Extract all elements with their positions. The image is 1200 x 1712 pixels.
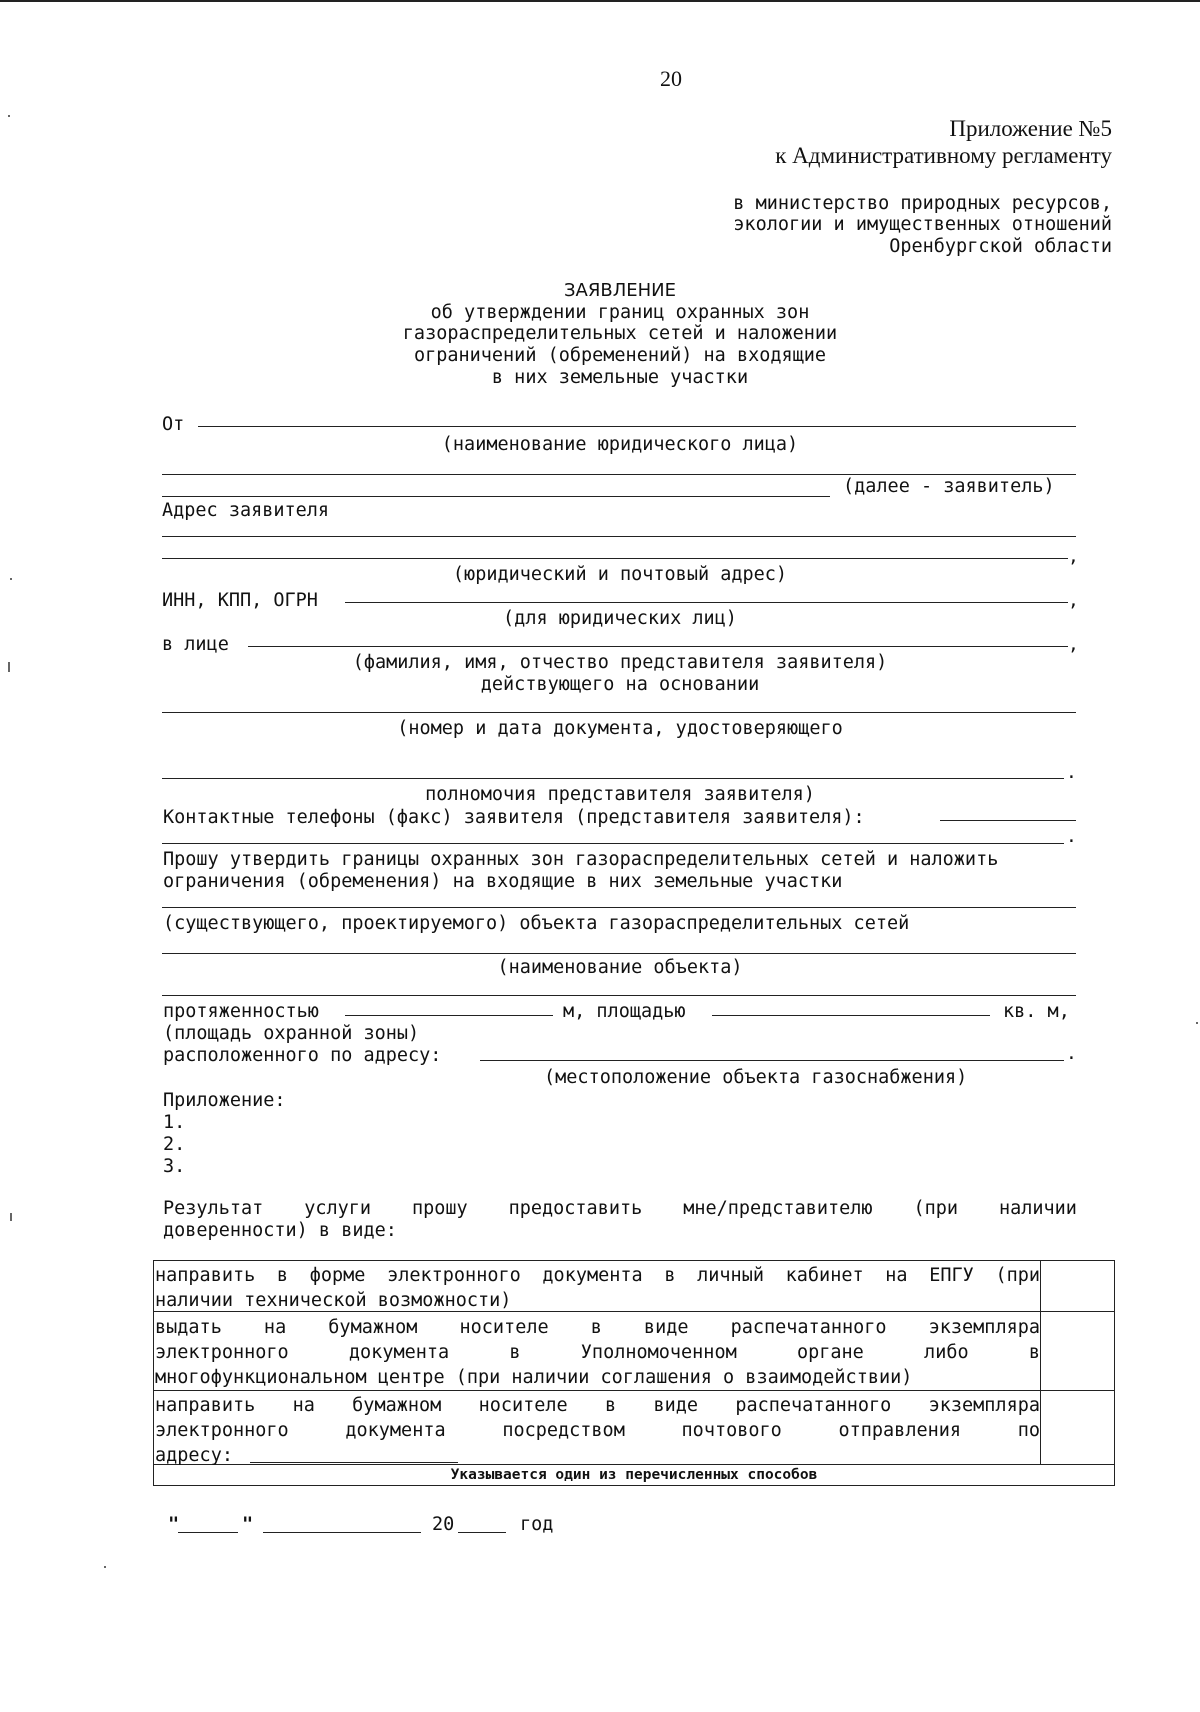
options-table-row-divider xyxy=(153,1390,1115,1391)
object-field[interactable] xyxy=(162,907,1076,908)
option-1-line-2: наличии технической возможности) xyxy=(155,1290,512,1311)
address-field-continued[interactable] xyxy=(162,558,1068,559)
attachments-label: Приложение: xyxy=(163,1090,286,1111)
object-name-field[interactable] xyxy=(162,953,1076,954)
heading-line-4: в них земельные участки xyxy=(491,367,749,388)
phones-label: Контактные телефоны (факс) заявителя (представителя заявителя): xyxy=(163,807,865,828)
addressee-line-2: экологии и имущественных отношений xyxy=(733,214,1112,235)
period-mark: . xyxy=(1066,762,1077,783)
inn-label: ИНН, КПП, ОГРН xyxy=(162,590,318,611)
appendix-title: Приложение №5 xyxy=(949,116,1112,141)
comma-mark: , xyxy=(1068,546,1079,567)
addressee-line-1: в министерство природных ресурсов, xyxy=(733,193,1112,214)
result-word: Результат xyxy=(163,1198,264,1219)
date-quote-close: " xyxy=(242,1514,254,1535)
addressee-line-3: Оренбургской области xyxy=(889,236,1112,257)
person-hint: (фамилия, имя, отчество представителя заявителя) xyxy=(352,652,888,673)
attachment-item-3: 3. xyxy=(163,1156,186,1177)
located-label: расположенного по адресу: xyxy=(163,1045,442,1066)
scan-speck xyxy=(10,578,12,580)
attachment-item-1: 1. xyxy=(163,1112,186,1133)
option-2-checkbox[interactable] xyxy=(1042,1313,1113,1389)
option-3-line-1: направить на бумажном носителе в виде распечатанного экземпляра xyxy=(155,1395,1040,1416)
date-year-label: год xyxy=(520,1514,554,1535)
option-2-line-3: многофункциональном центре (при наличии соглашения о взаимодействии) xyxy=(155,1367,913,1388)
address-label: Адрес заявителя xyxy=(162,500,330,521)
address-field[interactable] xyxy=(162,536,1076,537)
basis-label: действующего на основании xyxy=(480,674,760,695)
basis-field-continued[interactable] xyxy=(162,778,1064,779)
person-label: в лице xyxy=(162,634,229,655)
scan-speck xyxy=(104,1566,106,1568)
inn-field[interactable] xyxy=(345,602,1068,603)
date-day-field[interactable] xyxy=(178,1532,238,1533)
option-3-line-3: адресу: xyxy=(155,1445,233,1466)
from-field-continued[interactable] xyxy=(162,474,1076,475)
document-title: ЗАЯВЛЕНИЕ xyxy=(564,280,676,301)
result-word: прошу xyxy=(411,1198,468,1219)
location-field[interactable] xyxy=(480,1060,1064,1061)
scan-speck xyxy=(8,115,10,117)
period-mark: . xyxy=(1066,826,1077,847)
date-year-prefix: 20 xyxy=(432,1514,455,1535)
appendix-subtitle: к Административному регламенту xyxy=(775,143,1112,168)
request-line-2: ограничения (обременения) на входящие в них земельные участки xyxy=(163,871,843,892)
date-month-field[interactable] xyxy=(263,1532,421,1533)
result-word: (при xyxy=(913,1198,959,1219)
option-1-checkbox[interactable] xyxy=(1042,1262,1113,1310)
comma-mark: , xyxy=(1068,634,1079,655)
scan-speck xyxy=(8,662,10,672)
from-field-continued-2[interactable] xyxy=(162,496,830,497)
page-top-border xyxy=(0,0,1200,2)
length-unit: м, площадью xyxy=(563,1001,686,1022)
period-mark: . xyxy=(1066,1043,1077,1064)
object-type: (существующего, проектируемого) объекта газораспределительных сетей xyxy=(163,913,910,934)
length-field[interactable] xyxy=(345,1015,553,1016)
result-line-2: доверенности) в виде: xyxy=(163,1220,397,1241)
person-field[interactable] xyxy=(248,646,1068,647)
address-hint: (юридический и почтовый адрес) xyxy=(452,564,788,585)
options-table-column-divider xyxy=(1040,1260,1041,1464)
phones-field[interactable] xyxy=(940,820,1076,821)
phones-field-continued[interactable] xyxy=(162,843,1064,844)
option-3-line-2: электронного документа посредством почтового отправления по xyxy=(155,1420,1040,1441)
zone-area-hint: (площадь охранной зоны) xyxy=(163,1023,420,1044)
applicant-suffix: (далее - заявитель) xyxy=(843,476,1055,497)
heading-line-3: ограничений (обременений) на входящие xyxy=(413,345,827,366)
area-unit: кв. м, xyxy=(1003,1001,1070,1022)
result-word: наличии xyxy=(998,1198,1077,1219)
option-1-line-1: направить в форме электронного документа в личный кабинет на ЕПГУ (при xyxy=(155,1265,1040,1286)
date-year-field[interactable] xyxy=(458,1532,506,1533)
document-hint-1: (номер и дата документа, удостоверяющего xyxy=(397,718,843,739)
document-hint-2: полномочия представителя заявителя) xyxy=(425,784,815,805)
date-quote-open: " xyxy=(168,1514,180,1535)
option-3-checkbox[interactable] xyxy=(1042,1392,1113,1463)
object-name-hint: (наименование объекта) xyxy=(497,957,743,978)
heading-line-1: об утверждении границ охранных зон xyxy=(430,302,810,323)
inn-hint: (для юридических лиц) xyxy=(503,608,737,629)
from-label: От xyxy=(162,414,185,435)
scan-speck xyxy=(10,1213,12,1221)
request-line-1: Прошу утвердить границы охранных зон газораспределительных сетей и наложить xyxy=(163,849,999,870)
heading-line-2: газораспределительных сетей и наложении xyxy=(402,323,838,344)
from-hint: (наименование юридического лица) xyxy=(441,434,799,455)
basis-field[interactable] xyxy=(162,712,1076,713)
location-hint: (местоположение объекта газоснабжения) xyxy=(544,1067,968,1088)
result-word: услуги xyxy=(304,1198,372,1219)
option-2-line-1: выдать на бумажном носителе в виде распечатанного экземпляра xyxy=(155,1317,1040,1338)
length-label: протяженностью xyxy=(163,1001,319,1022)
result-line-1 xyxy=(163,1198,1077,1219)
result-word: мне/представителю xyxy=(683,1198,873,1219)
option-2-line-2: электронного документа в Уполномоченном органе либо в xyxy=(155,1342,1040,1363)
page-number: 20 xyxy=(660,66,682,91)
comma-mark: , xyxy=(1068,590,1079,611)
area-field[interactable] xyxy=(712,1015,990,1016)
options-table-footer: Указывается один из перечисленных способов xyxy=(450,1467,818,1483)
option-3-address-field[interactable] xyxy=(250,1462,458,1463)
from-field[interactable] xyxy=(198,426,1076,427)
scan-speck xyxy=(1196,1022,1198,1024)
object-name-field-continued[interactable] xyxy=(162,995,1076,996)
attachment-item-2: 2. xyxy=(163,1134,186,1155)
result-word: предоставить xyxy=(508,1198,643,1219)
